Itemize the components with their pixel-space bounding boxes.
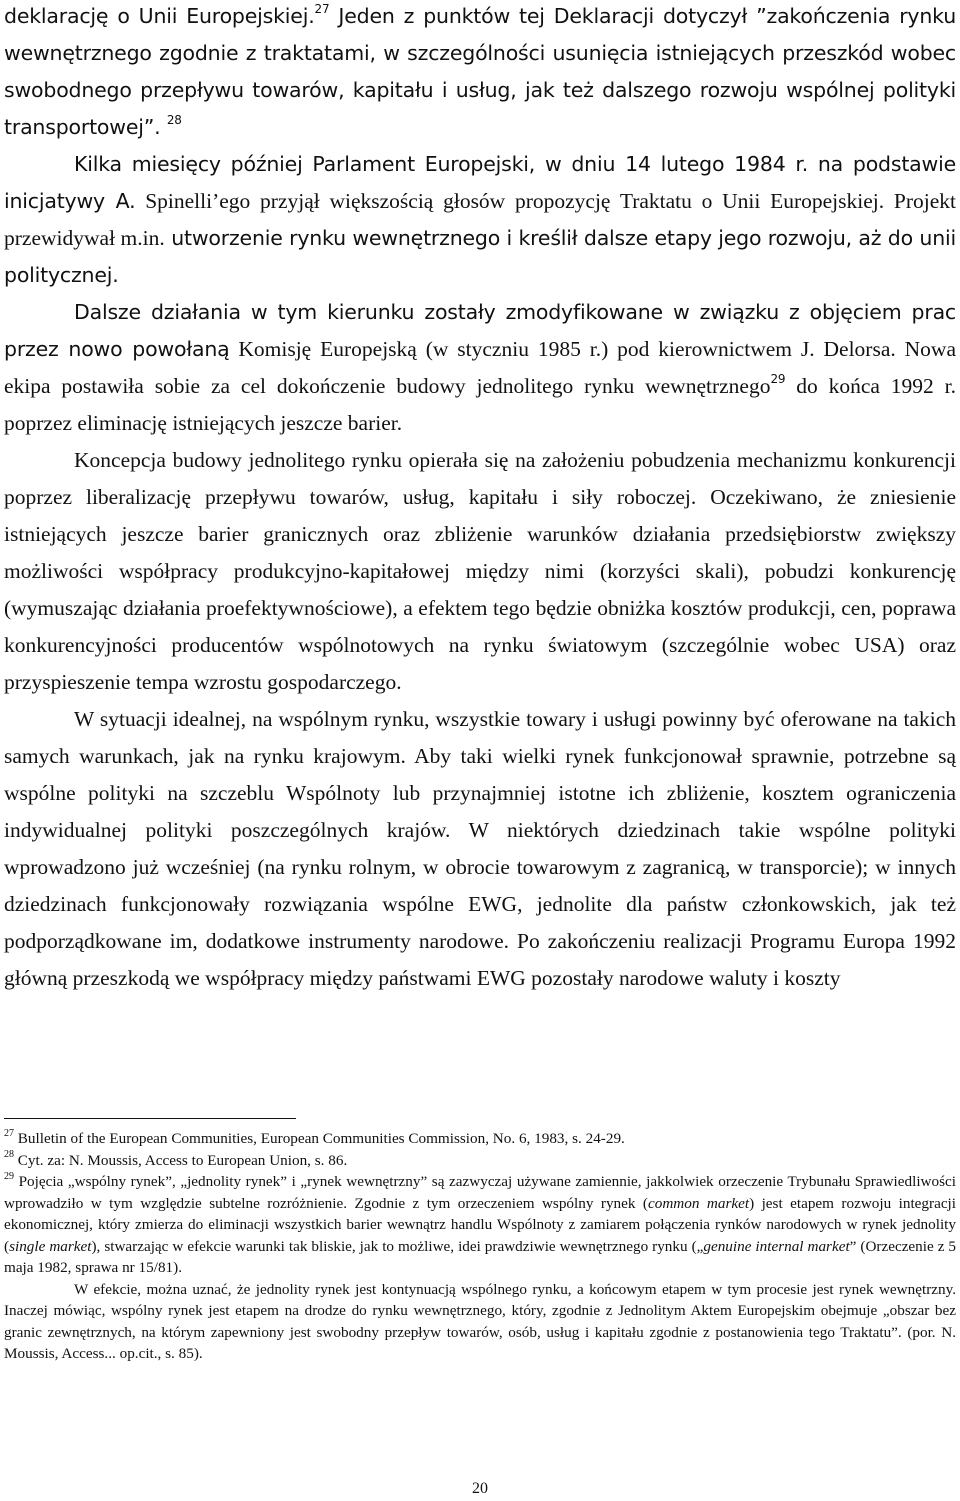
page-number: 20	[472, 1480, 488, 1497]
paragraph-4: Koncepcja budowy jednolitego rynku opierała się na założeniu pobudzenia mechanizmu konkurencji poprzez liberalizację przepływu towarów, usług, kapitału i siły roboczej. Oczekiwano, że zniesienie istniejących jeszcze barier granicznych oraz zbliżenie warunków działania przedsiębiorstw zwiększy możliwości współpracy produkcyjno-kapitałowej między nimi (korzyści skali), pobudzi konkurencję (wymuszając działania proefektywnościowe), a efektem tego będzie obniżka kosztów produkcji, cen, poprawa konkurencyjności producentów wspólnotowych na rynku światowym (szczególnie wobec USA) oraz przyspieszenie tempa wzrostu gospodarczego.	[4, 448, 956, 694]
footnote-text: Cyt. za: N. Moussis, Access to European Union, s. 86.	[14, 1151, 348, 1169]
footnotes	[4, 1128, 956, 1365]
paragraph-3	[4, 294, 956, 442]
paragraph-1	[4, 0, 956, 146]
paragraph-text: Jeden z punktów tej Deklaracji dotyczył ”zakończenia rynku wewnętrznego zgodnie z traktatami, w szczególności usunięcia istniejących przeszkód wobec swobodnego przepływu towarów, kapitału i usług, jak też dalszego rozwoju wspólnej polityki transportowej”.	[4, 4, 956, 139]
paragraph-2	[4, 146, 956, 294]
paragraph-text: Kilka miesięcy później Parlament Europejski, w dniu 14 lutego 1984 r. na podstawie inicjatywy A.	[4, 152, 956, 213]
footnote-29	[4, 1171, 956, 1279]
paragraph-text: Komisję Europejską (w styczniu 1985 r.) pod kierownictwem J. Delorsa. Nowa ekipa postawiła sobie za cel dokończenie budowy jednolitego rynku wewnętrznego	[4, 337, 956, 398]
footnote-italic: single market	[9, 1237, 92, 1255]
paragraph-text: do końca 1992 r. poprzez eliminację istniejących jeszcze barier.	[4, 374, 956, 435]
footnote-text: Pojęcia „wspólny rynek”, „jednolity rynek” i „rynek wewnętrzny” są zazwyczaj używane zamiennie, jakkolwiek orzeczenie Trybunału Sprawiedliwości wprowadziło w tym względzie subtelne rozróżnienie. Zgodnie z tym orzeczeniem wspólny rynek (	[4, 1173, 956, 1212]
footnote-28	[4, 1150, 956, 1172]
paragraph-text: utworzenie rynku wewnętrznego i kreślił dalsze etapy jego rozwoju, aż do unii politycznej.	[4, 226, 956, 287]
footnote-27	[4, 1128, 956, 1150]
footnote-ref-29: 29	[770, 372, 786, 387]
paragraph-text: Spinelli’ego przyjął większością głosów propozycję Traktatu o Unii Europejskiej. Projekt przewidywał m.in.	[4, 189, 956, 250]
footnote-text: ” (Orzeczenie z 5 maja 1982, sprawa nr 15/81).	[4, 1237, 957, 1276]
footnote-number: 29	[4, 1170, 14, 1182]
footnote-text: ) jest etapem rozwoju integracji ekonomicznej, który zmierza do eliminacji wszystkich barier wewnątrz handlu Wspólnoty z zamiarem połączenia rynków narodowych w rynek jednolity (	[4, 1194, 956, 1255]
main-text	[4, 0, 956, 997]
footnote-text: Bulletin of the European Communities, European Communities Commission, No. 6, 1983, s. 24-29.	[14, 1130, 625, 1147]
footnote-italic: genuine internal market	[703, 1237, 850, 1255]
paragraph-5: W sytuacji idealnej, na wspólnym rynku, wszystkie towary i usługi powinny być oferowane na takich samych warunkach, jak na rynku krajowym. Aby taki wielki rynek funkcjonował sprawnie, potrzebne są wspólne polityki na szczeblu Wspólnoty lub przynajmniej istotne ich zbliżenie, kosztem ograniczenia indywidualnej polityki poszczególnych krajów. W niektórych dziedzinach takie wspólne polityki wprowadzono już wcześniej (na rynku rolnym, w obrocie towarowym z zagranicą, w transporcie); w innych dziedzinach funkcjonowały rozwiązania wspólne EWG, jednolite dla państw członkowskich, jak też podporządkowane im, dodatkowe instrumenty narodowe. Po zakończeniu realizacji Programu Europa 1992 główną przeszkodą we współpracy między państwami EWG pozostały narodowe waluty i koszty	[4, 707, 956, 990]
footnote-number: 27	[4, 1127, 14, 1139]
footnote-ref-28: 28	[166, 113, 182, 128]
footnote-29-continuation: W efekcie, można uznać, że jednolity rynek jest kontynuacją wspólnego rynku, a końcowym etapem w tym procesie jest rynek wewnętrzny. Inaczej mówiąc, wspólny rynek jest etapem na drodze do rynku wewnętrznego, który, zgodnie z Jednolitym Aktem Europejskim obejmuje „obszar bez granic zewnętrznych, na którym zapewniony jest swobodny przepływ towarów, osób, usług i kapitału zgodnie z postanowienia tego Traktatu”. (por. N. Moussis, Access... op.cit., s. 85).	[4, 1280, 956, 1362]
footnote-ref-27: 27	[314, 2, 330, 17]
footnote-number: 28	[4, 1149, 14, 1161]
paragraph-text: Dalsze działania w tym kierunku zostały zmodyfikowane w związku z objęciem prac przez nowo powołaną	[4, 300, 956, 361]
footnote-italic: common market	[647, 1194, 750, 1212]
footnote-text: ), stwarzając w efekcie warunki tak bliskie, jak to możliwe, idei prawdziwie wewnętrznego rynku („	[91, 1237, 704, 1255]
footnote-separator	[4, 1118, 296, 1119]
paragraph-text: deklarację o Unii Europejskiej.	[4, 4, 315, 28]
